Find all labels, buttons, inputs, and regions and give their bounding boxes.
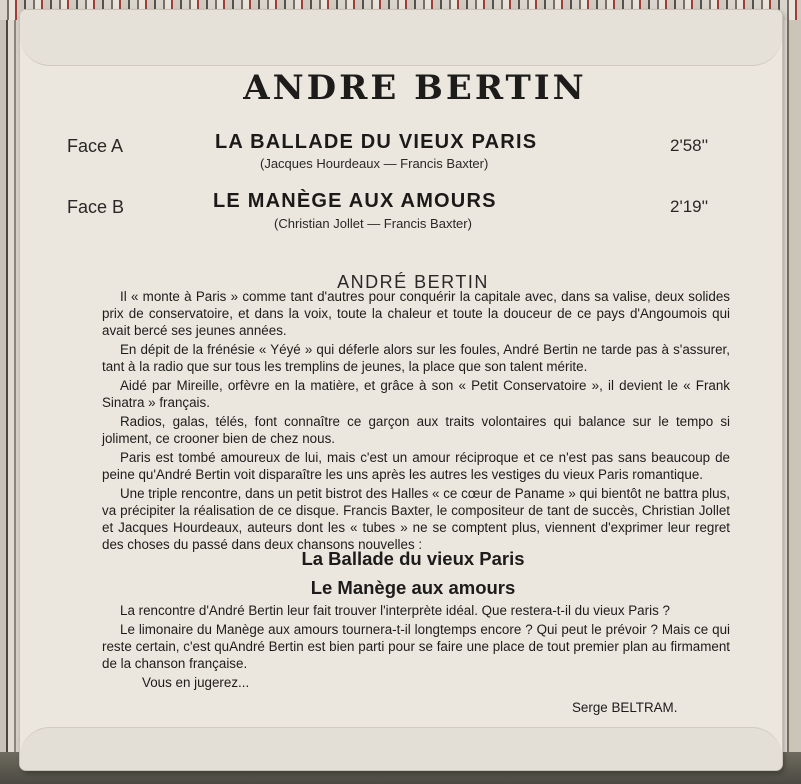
liner-paragraph: Paris est tombé amoureux de lui, mais c'est un amour réciproque et ce n'est pas sans beaucoup de peine qu'André Bertin voit disparaître les uns après les autres les vestiges du vieux Paris romantique. bbox=[102, 450, 730, 482]
face-a-title: LA BALLADE DU VIEUX PARIS bbox=[215, 131, 538, 153]
face-a-label: Face A bbox=[67, 136, 124, 156]
song-title-2: Le Manège aux amours bbox=[310, 577, 516, 598]
liner-paragraph: Radios, galas, télés, font connaître ce garçon aux traits volontaires qui balance sur le tempo si joliment, ce crooner bien de chez nous. bbox=[102, 414, 730, 446]
liner-paragraph: La rencontre d'André Bertin leur fait trouver l'interprète idéal. Que restera-t-il du vieux Paris ? bbox=[120, 603, 670, 618]
face-b-duration: 2'19'' bbox=[670, 197, 709, 216]
liner-paragraph: Aidé par Mireille, orfèvre en la matière, et grâce à son « Petit Conservatoire », il devient le « Frank Sinatra » français. bbox=[102, 378, 730, 410]
face-a-duration: 2'58'' bbox=[670, 136, 709, 155]
liner-paragraph: Le limonaire du Manège aux amours tournera-t-il longtemps encore ? Qui peut le prévoir ? Mais ce qui reste certain, c'est quAndré Bertin est bien parti pour se faire une place de tout premier plan au firmament de la chanson française. bbox=[102, 622, 730, 671]
signature: Serge BELTRAM. bbox=[572, 700, 678, 715]
face-b-credits: (Christian Jollet — Francis Baxter) bbox=[274, 216, 472, 231]
liner-paragraph: Une triple rencontre, dans un petit bistrot des Halles « ce cœur de Paname » qui bientôt ne battra plus, va précipiter la réalisation de ce disque. Francis Baxter, le compositeur de tant de succès, Christian Jollet et Jacques Hourdeaux, auteurs dont les « tubes » ne se comptent plus, viennent d'exprimer leur regret des choses du passé dans deux chansons nouvelles : bbox=[102, 486, 730, 552]
face-b-label: Face B bbox=[67, 197, 125, 217]
song-title-1: La Ballade du vieux Paris bbox=[301, 548, 525, 569]
record-sleeve-back bbox=[20, 10, 782, 770]
liner-paragraph: Il « monte à Paris » comme tant d'autres pour conquérir la capitale avec, dans sa valise, deux solides prix de conservatoire, et dans la voix, toute la chaleur et toute la douceur de ce pays d'Angoumois qui avait bercé ses jeunes années. bbox=[102, 289, 730, 338]
sleeve-bottom-flap bbox=[20, 727, 782, 770]
sleeve-top-flap bbox=[20, 10, 782, 66]
artist-title: ANDRE BERTIN bbox=[243, 68, 587, 108]
liner-notes-ending bbox=[102, 602, 730, 693]
liner-paragraph: En dépit de la frénésie « Yéyé » qui déferle alors sur les foules, André Bertin ne tarde pas à s'assurer, tant à la radio que sur tous les tremplins de jeunes, la place que son talent mérite. bbox=[102, 342, 730, 374]
liner-notes bbox=[102, 288, 730, 555]
bio-heading: ANDRÉ BERTIN bbox=[337, 272, 489, 292]
face-b-title: LE MANÈGE AUX AMOURS bbox=[213, 190, 497, 212]
face-a-credits: (Jacques Hourdeaux — Francis Baxter) bbox=[260, 156, 489, 171]
closing-line: Vous en jugerez... bbox=[142, 675, 250, 690]
